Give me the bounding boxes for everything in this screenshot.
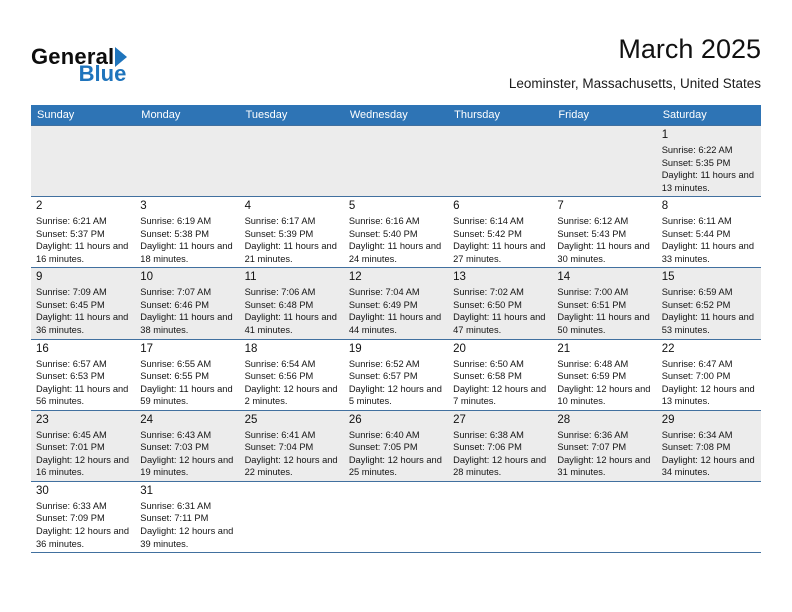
empty-day-cell bbox=[344, 126, 448, 197]
sunrise-text: Sunrise: 6:55 AM bbox=[140, 358, 212, 369]
daylight-text: Daylight: 12 hours and 22 minutes. bbox=[244, 454, 338, 478]
empty-day-cell bbox=[135, 126, 239, 197]
sunrise-text: Sunrise: 6:52 AM bbox=[348, 358, 420, 369]
day-number: 7 bbox=[557, 200, 564, 213]
daylight-text: Daylight: 12 hours and 7 minutes. bbox=[453, 383, 547, 407]
weekday-header-saturday: Saturday bbox=[657, 105, 761, 126]
day-number: 16 bbox=[36, 342, 49, 355]
day-cell-29 bbox=[657, 410, 761, 481]
sunset-text: Sunset: 7:11 PM bbox=[140, 513, 209, 524]
sunset-text: Sunset: 6:48 PM bbox=[244, 299, 314, 310]
sunrise-text: Sunrise: 6:22 AM bbox=[661, 145, 733, 155]
day-number: 14 bbox=[557, 271, 571, 284]
day-number: 31 bbox=[140, 484, 154, 497]
daylight-text: Daylight: 11 hours and 16 minutes. bbox=[36, 241, 129, 264]
day-cell-19 bbox=[344, 339, 448, 410]
weekday-header-row bbox=[31, 105, 761, 126]
day-number: 8 bbox=[661, 200, 669, 213]
weekday-header-friday: Friday bbox=[552, 105, 656, 126]
daylight-text: Daylight: 12 hours and 39 minutes. bbox=[140, 526, 234, 549]
sunset-text: Sunset: 6:53 PM bbox=[36, 371, 105, 382]
day-cell-2 bbox=[31, 197, 135, 268]
day-cell-3 bbox=[135, 197, 239, 268]
daylight-text: Daylight: 11 hours and 56 minutes. bbox=[36, 383, 129, 407]
sunset-text: Sunset: 5:42 PM bbox=[453, 228, 522, 239]
sunrise-text: Sunrise: 7:02 AM bbox=[453, 287, 524, 298]
day-number: 5 bbox=[348, 200, 356, 213]
day-number: 29 bbox=[661, 413, 675, 426]
sunset-text: Sunset: 6:57 PM bbox=[348, 371, 418, 382]
daylight-text: Daylight: 12 hours and 16 minutes. bbox=[36, 454, 130, 478]
sunset-text: Sunset: 6:56 PM bbox=[244, 371, 314, 382]
sunset-text: Sunset: 6:55 PM bbox=[140, 371, 210, 382]
day-cell-25 bbox=[240, 410, 344, 481]
daylight-text: Daylight: 11 hours and 47 minutes. bbox=[453, 312, 546, 336]
empty-day-cell bbox=[344, 481, 448, 552]
day-number: 21 bbox=[557, 342, 571, 355]
daylight-text: Daylight: 11 hours and 13 minutes. bbox=[661, 170, 755, 193]
day-number: 20 bbox=[453, 342, 466, 355]
sunset-text: Sunset: 6:50 PM bbox=[453, 299, 522, 310]
sunrise-text: Sunrise: 6:48 AM bbox=[557, 358, 629, 369]
sunrise-text: Sunrise: 6:34 AM bbox=[661, 429, 733, 440]
week-row-5 bbox=[31, 410, 761, 481]
day-number: 11 bbox=[244, 271, 257, 284]
day-cell-10 bbox=[135, 268, 239, 339]
day-number: 27 bbox=[453, 413, 466, 426]
daylight-text: Daylight: 11 hours and 38 minutes. bbox=[140, 312, 233, 336]
sunset-text: Sunset: 5:38 PM bbox=[140, 228, 210, 239]
day-cell-15 bbox=[657, 268, 761, 339]
sunrise-text: Sunrise: 6:40 AM bbox=[348, 429, 420, 440]
day-number: 2 bbox=[36, 200, 43, 213]
sunset-text: Sunset: 7:03 PM bbox=[140, 442, 210, 453]
day-cell-27 bbox=[448, 410, 552, 481]
week-row-3 bbox=[31, 268, 761, 339]
empty-day-cell bbox=[448, 481, 552, 552]
empty-day-cell bbox=[552, 481, 656, 552]
daylight-text: Daylight: 12 hours and 36 minutes. bbox=[36, 526, 130, 549]
sunset-text: Sunset: 6:52 PM bbox=[661, 299, 731, 310]
day-cell-26 bbox=[344, 410, 448, 481]
general-blue-logo bbox=[31, 46, 127, 85]
day-number: 19 bbox=[348, 342, 362, 355]
sunset-text: Sunset: 6:59 PM bbox=[557, 371, 627, 382]
weekday-header-thursday: Thursday bbox=[448, 105, 552, 126]
day-cell-1 bbox=[657, 126, 761, 197]
day-number: 24 bbox=[140, 413, 154, 426]
sunset-text: Sunset: 7:01 PM bbox=[36, 442, 105, 453]
day-number: 28 bbox=[557, 413, 571, 426]
sunset-text: Sunset: 7:04 PM bbox=[244, 442, 314, 453]
weekday-header-monday: Monday bbox=[135, 105, 239, 126]
day-number: 1 bbox=[661, 129, 669, 141]
day-cell-28 bbox=[552, 410, 656, 481]
day-number: 4 bbox=[244, 200, 251, 213]
sunset-text: Sunset: 5:35 PM bbox=[661, 157, 731, 168]
sunrise-text: Sunrise: 6:21 AM bbox=[36, 216, 107, 227]
daylight-text: Daylight: 12 hours and 28 minutes. bbox=[453, 454, 547, 478]
daylight-text: Daylight: 11 hours and 36 minutes. bbox=[36, 312, 129, 336]
weekday-header-wednesday: Wednesday bbox=[344, 105, 448, 126]
day-cell-16 bbox=[31, 339, 135, 410]
day-cell-20 bbox=[448, 339, 552, 410]
sunrise-text: Sunrise: 6:38 AM bbox=[453, 429, 524, 440]
daylight-text: Daylight: 12 hours and 13 minutes. bbox=[661, 383, 755, 407]
day-cell-23 bbox=[31, 410, 135, 481]
sunrise-text: Sunrise: 7:09 AM bbox=[36, 287, 107, 298]
sunrise-text: Sunrise: 6:41 AM bbox=[244, 429, 316, 440]
daylight-text: Daylight: 11 hours and 50 minutes. bbox=[557, 312, 650, 336]
sunset-text: Sunset: 7:06 PM bbox=[453, 442, 522, 453]
sunrise-text: Sunrise: 7:06 AM bbox=[244, 287, 316, 298]
daylight-text: Daylight: 11 hours and 44 minutes. bbox=[348, 312, 442, 336]
weekday-header-tuesday: Tuesday bbox=[240, 105, 344, 126]
sunrise-text: Sunrise: 6:45 AM bbox=[36, 429, 107, 440]
day-number: 22 bbox=[661, 342, 675, 355]
day-number: 25 bbox=[244, 413, 258, 426]
day-number: 12 bbox=[348, 271, 362, 284]
day-cell-9 bbox=[31, 268, 135, 339]
sunrise-text: Sunrise: 6:50 AM bbox=[453, 358, 524, 369]
daylight-text: Daylight: 12 hours and 10 minutes. bbox=[557, 383, 651, 407]
daylight-text: Daylight: 12 hours and 19 minutes. bbox=[140, 454, 234, 478]
sunrise-text: Sunrise: 6:36 AM bbox=[557, 429, 629, 440]
day-number: 13 bbox=[453, 271, 466, 284]
day-cell-6 bbox=[448, 197, 552, 268]
day-cell-21 bbox=[552, 339, 656, 410]
calendar-body bbox=[31, 126, 761, 553]
sunrise-text: Sunrise: 6:11 AM bbox=[661, 216, 732, 227]
daylight-text: Daylight: 11 hours and 24 minutes. bbox=[348, 241, 442, 264]
day-cell-12 bbox=[344, 268, 448, 339]
week-row-1 bbox=[31, 126, 761, 197]
day-number: 18 bbox=[244, 342, 258, 355]
sunrise-text: Sunrise: 6:17 AM bbox=[244, 216, 316, 227]
day-cell-24 bbox=[135, 410, 239, 481]
sunrise-text: Sunrise: 6:12 AM bbox=[557, 216, 629, 227]
day-number: 6 bbox=[453, 200, 460, 213]
day-cell-13 bbox=[448, 268, 552, 339]
calendar-table bbox=[31, 105, 761, 553]
day-cell-31 bbox=[135, 481, 239, 552]
day-cell-22 bbox=[657, 339, 761, 410]
sunrise-text: Sunrise: 6:57 AM bbox=[36, 358, 107, 369]
day-number: 26 bbox=[348, 413, 362, 426]
sunrise-text: Sunrise: 6:16 AM bbox=[348, 216, 420, 227]
logo-text-general: General bbox=[31, 44, 115, 69]
sunset-text: Sunset: 7:07 PM bbox=[557, 442, 627, 453]
sunrise-text: Sunrise: 6:59 AM bbox=[661, 287, 733, 298]
day-cell-17 bbox=[135, 339, 239, 410]
empty-day-cell bbox=[552, 126, 656, 197]
week-row-6 bbox=[31, 481, 761, 552]
day-number: 15 bbox=[661, 271, 675, 284]
week-row-2 bbox=[31, 197, 761, 268]
sunset-text: Sunset: 5:43 PM bbox=[557, 228, 627, 239]
daylight-text: Daylight: 12 hours and 34 minutes. bbox=[661, 454, 755, 478]
daylight-text: Daylight: 11 hours and 30 minutes. bbox=[557, 241, 650, 264]
day-number: 3 bbox=[140, 200, 147, 213]
day-cell-5 bbox=[344, 197, 448, 268]
day-cell-8 bbox=[657, 197, 761, 268]
daylight-text: Daylight: 12 hours and 2 minutes. bbox=[244, 383, 338, 407]
sunrise-text: Sunrise: 7:04 AM bbox=[348, 287, 420, 298]
day-number: 9 bbox=[36, 271, 43, 284]
sunset-text: Sunset: 5:40 PM bbox=[348, 228, 418, 239]
day-cell-4 bbox=[240, 197, 344, 268]
sunrise-text: Sunrise: 6:33 AM bbox=[36, 500, 107, 511]
daylight-text: Daylight: 11 hours and 33 minutes. bbox=[661, 241, 755, 264]
empty-day-cell bbox=[31, 126, 135, 197]
sunset-text: Sunset: 5:39 PM bbox=[244, 228, 314, 239]
empty-day-cell bbox=[240, 126, 344, 197]
location-subtitle: Leominster, Massachusetts, United States bbox=[508, 76, 761, 91]
daylight-text: Daylight: 12 hours and 25 minutes. bbox=[348, 454, 442, 478]
logo-text-blue: Blue bbox=[78, 61, 127, 86]
day-number: 30 bbox=[36, 484, 49, 497]
daylight-text: Daylight: 11 hours and 41 minutes. bbox=[244, 312, 337, 336]
day-number: 23 bbox=[36, 413, 49, 426]
daylight-text: Daylight: 11 hours and 59 minutes. bbox=[140, 383, 233, 407]
sunset-text: Sunset: 6:45 PM bbox=[36, 299, 105, 310]
page-header bbox=[31, 34, 761, 91]
sunset-text: Sunset: 6:58 PM bbox=[453, 371, 522, 382]
sunset-text: Sunset: 7:09 PM bbox=[36, 513, 105, 524]
sunset-text: Sunset: 6:46 PM bbox=[140, 299, 210, 310]
daylight-text: Daylight: 11 hours and 53 minutes. bbox=[661, 312, 755, 336]
day-cell-14 bbox=[552, 268, 656, 339]
daylight-text: Daylight: 12 hours and 31 minutes. bbox=[557, 454, 651, 478]
sunset-text: Sunset: 7:00 PM bbox=[661, 371, 731, 382]
day-cell-18 bbox=[240, 339, 344, 410]
sunrise-text: Sunrise: 6:14 AM bbox=[453, 216, 524, 227]
day-number: 17 bbox=[140, 342, 154, 355]
sunset-text: Sunset: 5:37 PM bbox=[36, 228, 105, 239]
sunrise-text: Sunrise: 6:31 AM bbox=[140, 500, 212, 511]
daylight-text: Daylight: 11 hours and 27 minutes. bbox=[453, 241, 546, 264]
title-block bbox=[509, 34, 761, 91]
day-cell-11 bbox=[240, 268, 344, 339]
sunset-text: Sunset: 6:49 PM bbox=[348, 299, 418, 310]
day-number: 10 bbox=[140, 271, 154, 284]
sunrise-text: Sunrise: 7:07 AM bbox=[140, 287, 212, 298]
daylight-text: Daylight: 11 hours and 18 minutes. bbox=[140, 241, 233, 264]
daylight-text: Daylight: 12 hours and 5 minutes. bbox=[348, 383, 442, 407]
sunrise-text: Sunrise: 6:19 AM bbox=[140, 216, 212, 227]
week-row-4 bbox=[31, 339, 761, 410]
month-title: March 2025 bbox=[618, 34, 761, 64]
empty-day-cell bbox=[240, 481, 344, 552]
empty-day-cell bbox=[657, 481, 761, 552]
sunrise-text: Sunrise: 6:43 AM bbox=[140, 429, 212, 440]
sunrise-text: Sunrise: 7:00 AM bbox=[557, 287, 629, 298]
sunset-text: Sunset: 6:51 PM bbox=[557, 299, 627, 310]
sunrise-text: Sunrise: 6:47 AM bbox=[661, 358, 733, 369]
sunrise-text: Sunrise: 6:54 AM bbox=[244, 358, 316, 369]
weekday-header-sunday: Sunday bbox=[31, 105, 135, 126]
sunset-text: Sunset: 5:44 PM bbox=[661, 228, 731, 239]
sunset-text: Sunset: 7:08 PM bbox=[661, 442, 731, 453]
sunset-text: Sunset: 7:05 PM bbox=[348, 442, 418, 453]
day-cell-7 bbox=[552, 197, 656, 268]
daylight-text: Daylight: 11 hours and 21 minutes. bbox=[244, 241, 337, 264]
day-cell-30 bbox=[31, 481, 135, 552]
empty-day-cell bbox=[448, 126, 552, 197]
